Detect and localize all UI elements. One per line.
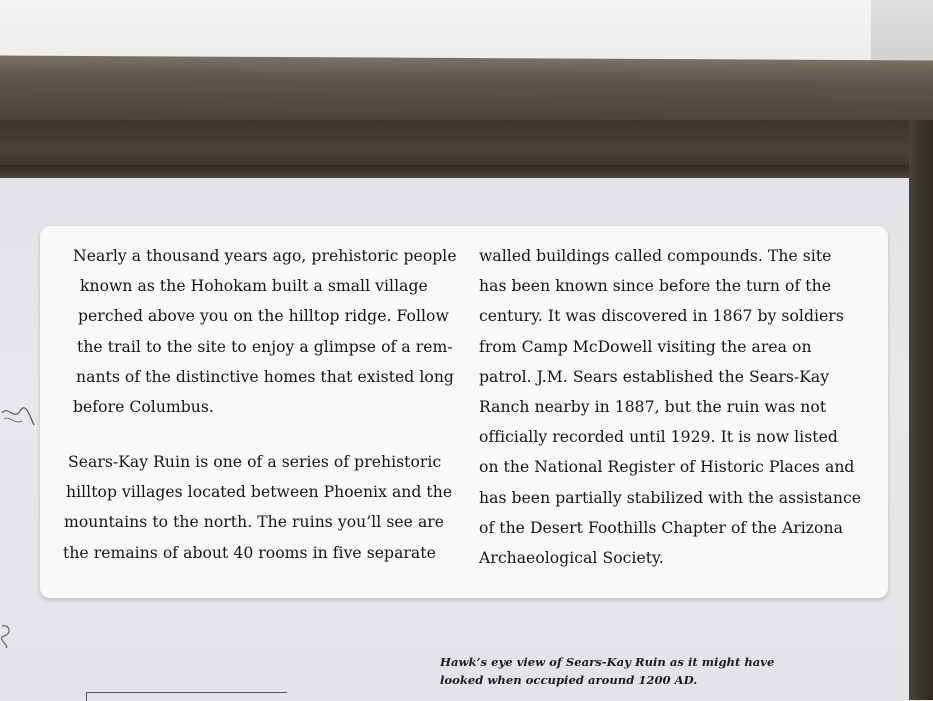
text-line: perched above you on the hilltop ridge. Follow <box>78 307 449 326</box>
sign-frame-top <box>0 56 933 126</box>
text-line: on the National Register of Historic Places and <box>479 458 855 477</box>
second-paragraph <box>63 447 452 568</box>
caption-line: Hawk’s eye view of Sears-Kay Ruin as it might have <box>440 655 775 669</box>
map-sketch-fragment <box>0 395 40 435</box>
text-line: century. It was discovered in 1867 by soldiers <box>479 307 844 326</box>
text-line: Archaeological Society. <box>479 549 664 568</box>
text-line: officially recorded until 1929. It is now listed <box>479 428 838 447</box>
text-line: nants of the distinctive homes that existed long <box>76 367 454 386</box>
text-line: hilltop villages located between Phoenix and the <box>66 483 453 502</box>
text-line: the trail to the site to enjoy a glimpse of a rem- <box>77 337 453 356</box>
illustration-caption <box>440 653 774 689</box>
text-line: known as the Hohokam built a small village <box>80 277 428 296</box>
text-line: patrol. J.M. Sears established the Sears-Kay <box>479 367 830 386</box>
text-line: has been partially stabilized with the assistance <box>479 488 862 507</box>
text-line: Nearly a thousand years ago, prehistoric people <box>73 247 457 265</box>
text-line: the remains of about 40 rooms in five separate <box>63 543 436 562</box>
map-sketch-fragment-lower <box>0 620 20 650</box>
text-line: before Columbus. <box>73 398 214 417</box>
text-line: mountains to the north. The ruins you’ll see are <box>64 513 445 532</box>
intro-paragraph <box>73 241 457 422</box>
text-line: of the Desert Foothills Chapter of the Arizona <box>479 518 843 537</box>
text-line: Sears-Kay Ruin is one of a series of prehistoric <box>68 453 442 471</box>
text-line: has been known since before the turn of the <box>479 277 831 296</box>
text-line: from Camp McDowell visiting the area on <box>479 337 812 356</box>
caption-line: looked when occupied around 1200 AD. <box>440 673 698 687</box>
text-line: walled buildings called compounds. The site <box>479 247 832 265</box>
sign-frame-right <box>909 120 933 700</box>
sign-frame-lip <box>0 120 933 170</box>
right-column-paragraph <box>479 241 861 573</box>
text-line: Ranch nearby in 1887, but the ruin was not <box>479 398 827 417</box>
